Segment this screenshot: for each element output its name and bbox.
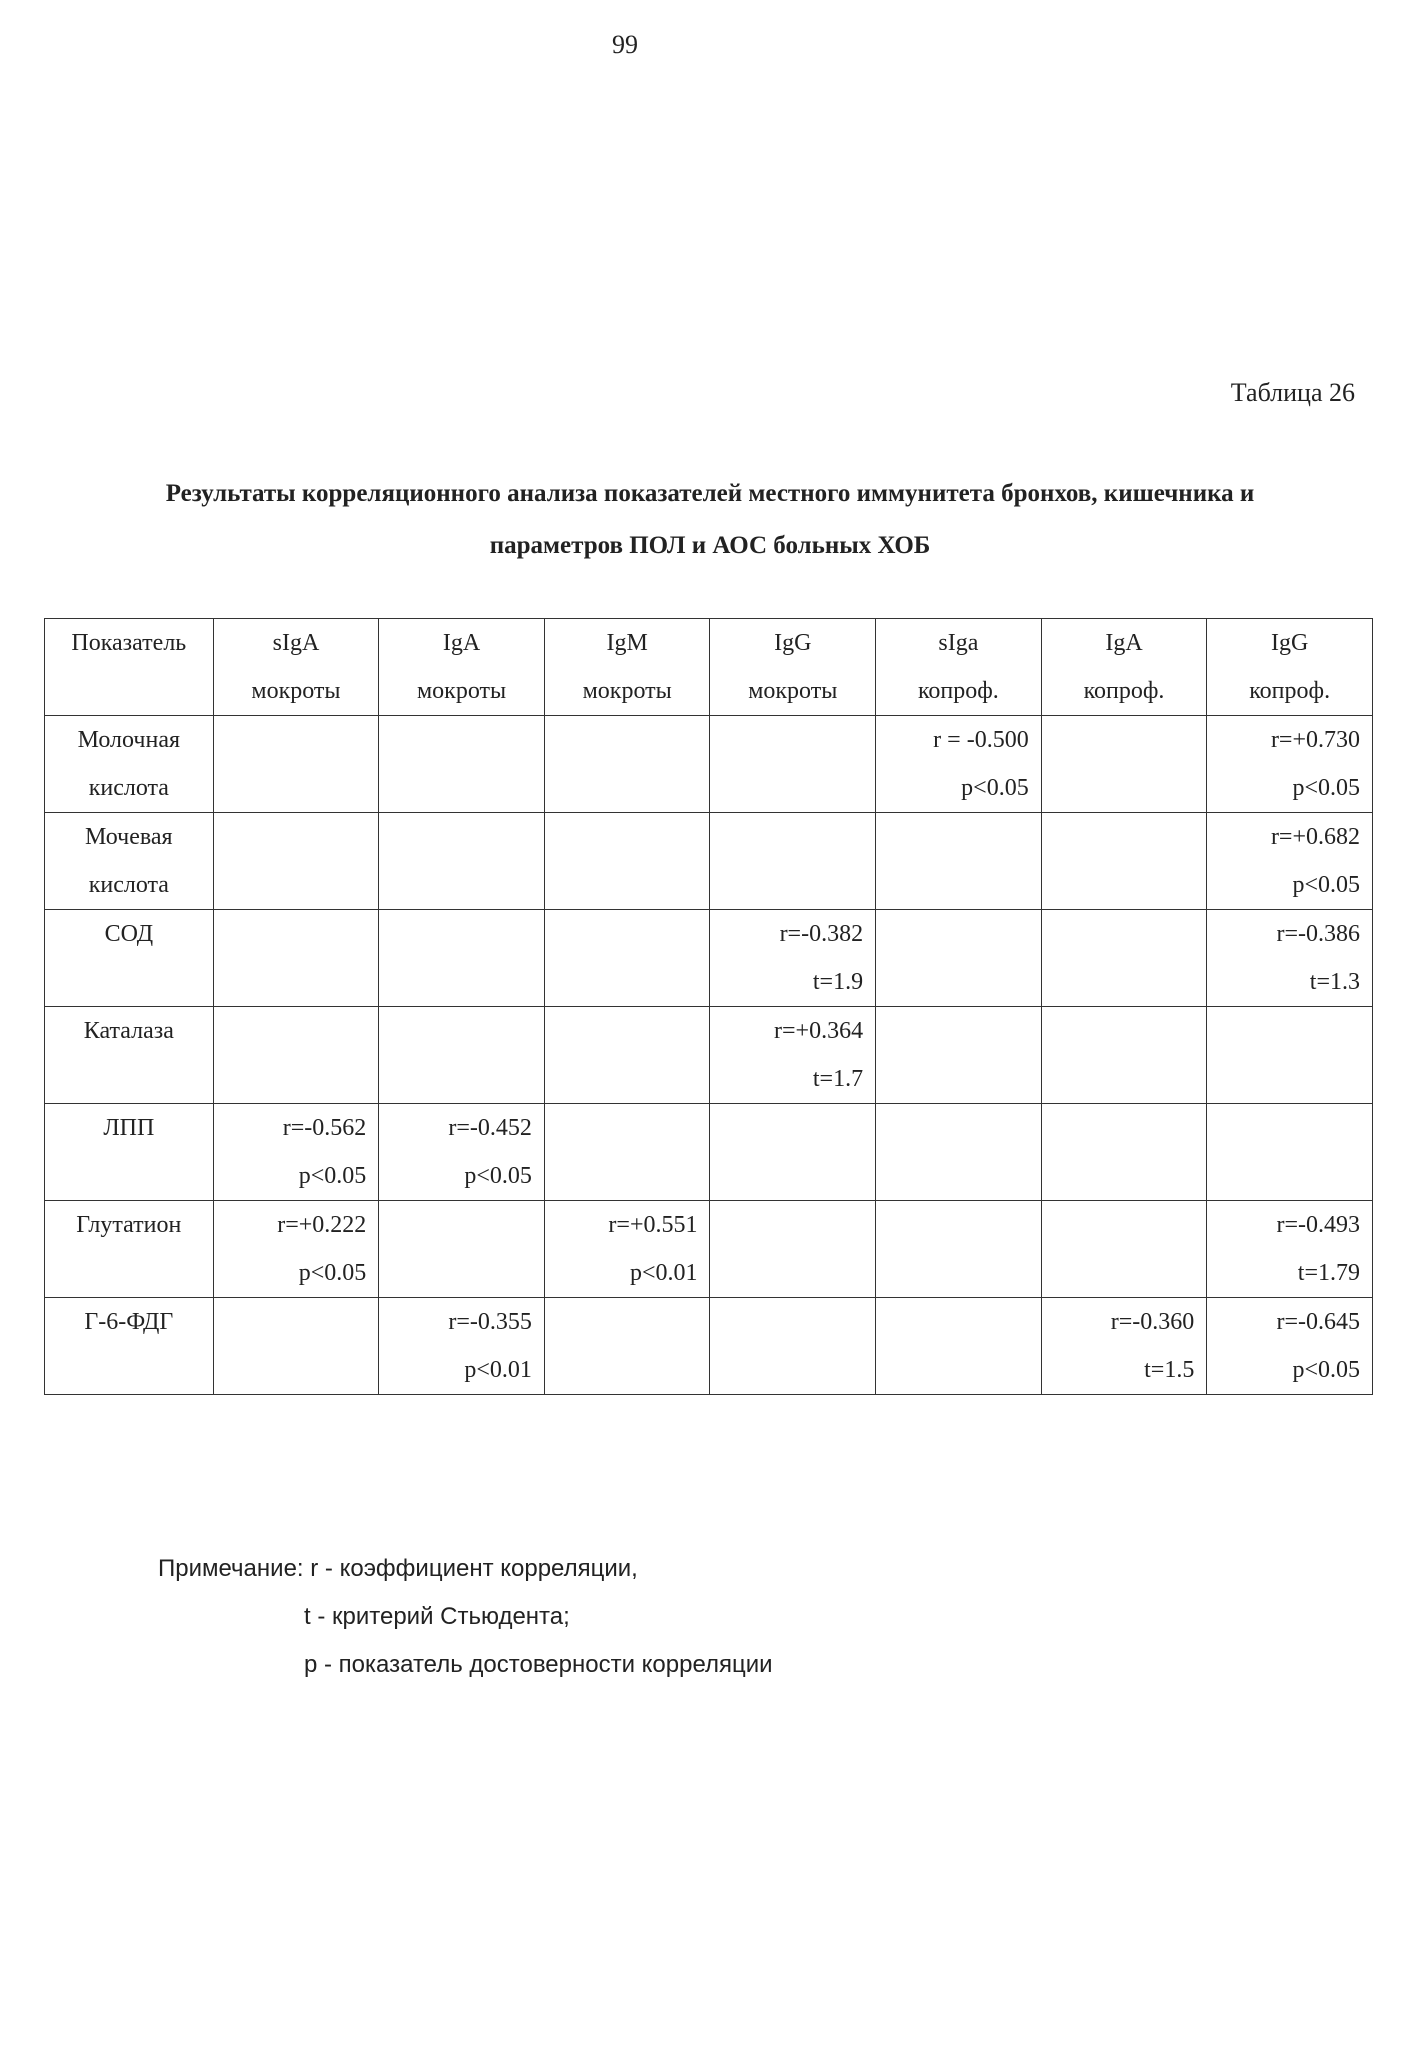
value-cell: r=+0.682 p<0.05 (1207, 813, 1373, 910)
value-cell (379, 1007, 545, 1104)
value-cell (710, 716, 876, 813)
table-row (45, 1201, 1373, 1298)
value-cell (1041, 910, 1207, 1007)
value-cell (1041, 1104, 1207, 1201)
table-row (45, 1007, 1373, 1104)
value-cell (379, 1201, 545, 1298)
value-cell (710, 1298, 876, 1395)
note-line-2: t - критерий Стьюдента; (304, 1603, 570, 1630)
table-row (45, 716, 1373, 813)
header-cell: Показатель (45, 619, 214, 716)
page-number: 99 (612, 30, 638, 59)
value-cell: r=-0.452 p<0.05 (379, 1104, 545, 1201)
value-cell (213, 1007, 379, 1104)
parameter-cell: Мочевая кислота (45, 813, 214, 910)
value-cell (876, 1007, 1042, 1104)
value-cell: r=-0.355 p<0.01 (379, 1298, 545, 1395)
value-cell (876, 910, 1042, 1007)
value-cell (544, 910, 710, 1007)
value-cell (213, 813, 379, 910)
parameter-cell: Глутатион (45, 1201, 214, 1298)
note-line-1: Примечание: r - коэффициент корреляции, (158, 1555, 638, 1582)
value-cell: r=-0.386 t=1.3 (1207, 910, 1373, 1007)
value-cell (1207, 1007, 1373, 1104)
table-note (158, 1545, 773, 1689)
header-cell: IgG мокроты (710, 619, 876, 716)
value-cell: r=-0.562 p<0.05 (213, 1104, 379, 1201)
parameter-cell: Г-6-ФДГ (45, 1298, 214, 1395)
value-cell (213, 1298, 379, 1395)
value-cell (1041, 1007, 1207, 1104)
header-cell: IgA мокроты (379, 619, 545, 716)
value-cell (544, 1007, 710, 1104)
value-cell (710, 1104, 876, 1201)
table-row (45, 1104, 1373, 1201)
header-cell: IgG копроф. (1207, 619, 1373, 716)
correlation-table (44, 618, 1373, 1395)
value-cell (876, 1298, 1042, 1395)
value-cell (1207, 1104, 1373, 1201)
header-row (45, 619, 1373, 716)
value-cell (379, 910, 545, 1007)
value-cell (1041, 1201, 1207, 1298)
value-cell: r=-0.382 t=1.9 (710, 910, 876, 1007)
parameter-cell: СОД (45, 910, 214, 1007)
value-cell (1041, 813, 1207, 910)
value-cell (876, 1104, 1042, 1201)
parameter-cell: Каталаза (45, 1007, 214, 1104)
value-cell: r=-0.360 t=1.5 (1041, 1298, 1207, 1395)
table-title (60, 468, 1360, 572)
value-cell (876, 813, 1042, 910)
value-cell (544, 716, 710, 813)
value-cell: r=+0.551 p<0.01 (544, 1201, 710, 1298)
value-cell (710, 1201, 876, 1298)
value-cell (1041, 716, 1207, 813)
table-row (45, 813, 1373, 910)
value-cell (710, 813, 876, 910)
title-line-2: параметров ПОЛ и АОС больных ХОБ (489, 532, 931, 559)
value-cell: r=-0.645 p<0.05 (1207, 1298, 1373, 1395)
value-cell (876, 1201, 1042, 1298)
table-row (45, 1298, 1373, 1395)
note-line-3: p - показатель достоверности корреляции (304, 1651, 773, 1678)
header-cell: sIga копроф. (876, 619, 1042, 716)
title-line-1: Результаты корреляционного анализа показателей местного иммунитета бронхов, кишечника и (165, 480, 1255, 507)
value-cell (544, 1298, 710, 1395)
value-cell: r=+0.364 t=1.7 (710, 1007, 876, 1104)
parameter-cell: ЛПП (45, 1104, 214, 1201)
table-label: Таблица 26 (1230, 378, 1355, 407)
header-cell: IgM мокроты (544, 619, 710, 716)
value-cell: r=-0.493 t=1.79 (1207, 1201, 1373, 1298)
parameter-cell: Молочная кислота (45, 716, 214, 813)
value-cell (544, 1104, 710, 1201)
header-cell: sIgA мокроты (213, 619, 379, 716)
value-cell: r = -0.500 p<0.05 (876, 716, 1042, 813)
value-cell: r=+0.730 p<0.05 (1207, 716, 1373, 813)
value-cell (544, 813, 710, 910)
header-cell: IgA копроф. (1041, 619, 1207, 716)
value-cell (379, 813, 545, 910)
value-cell (213, 910, 379, 1007)
value-cell: r=+0.222 p<0.05 (213, 1201, 379, 1298)
value-cell (213, 716, 379, 813)
value-cell (379, 716, 545, 813)
table-row (45, 910, 1373, 1007)
